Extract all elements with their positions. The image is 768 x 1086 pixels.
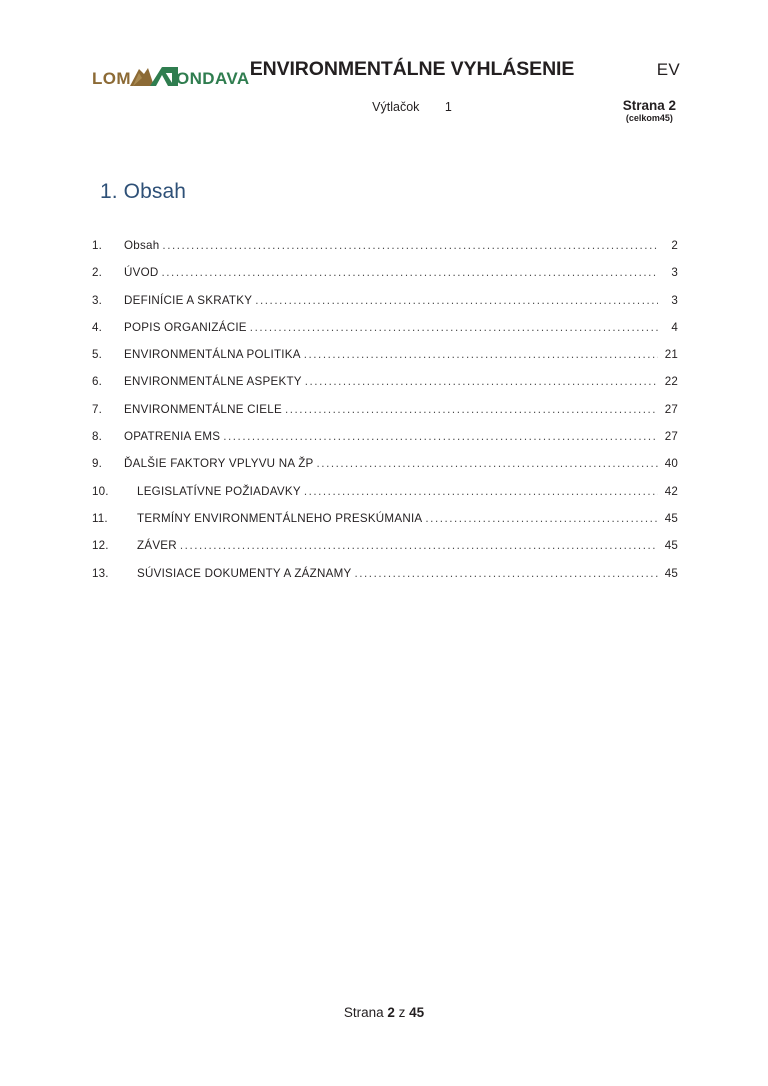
toc-dot-leader (162, 239, 658, 253)
toc-dot-leader (255, 294, 658, 308)
toc-entry[interactable] (92, 485, 678, 512)
toc-entry[interactable] (92, 430, 678, 457)
toc-entry-label: OPATRENIA EMS (124, 430, 221, 444)
toc-entry[interactable] (92, 266, 678, 293)
toc-entry-page: 21 (664, 348, 678, 362)
toc-entry[interactable] (92, 512, 678, 539)
toc-entry-label: ENVIRONMENTÁLNE ASPEKTY (124, 375, 302, 389)
toc-entry-label: SÚVISIACE DOKUMENTY A ZÁZNAMY (137, 566, 352, 580)
footer-label: Strana (343, 1005, 384, 1020)
toc-entry[interactable] (92, 321, 678, 348)
toc-entry-number: 7. (92, 402, 103, 416)
toc-entry-label: TERMÍNY ENVIRONMENTÁLNEHO PRESKÚMANIA (137, 511, 423, 525)
table-of-contents (92, 239, 678, 594)
lom-ondava-logo (92, 62, 252, 90)
toc-dot-leader (162, 266, 659, 280)
toc-entry-page: 45 (664, 539, 678, 553)
toc-entry-page: 4 (671, 320, 678, 334)
toc-dot-leader (285, 403, 658, 417)
toc-entry-number: 2. (92, 266, 103, 280)
toc-entry-number: 3. (92, 293, 103, 307)
toc-entry-number: 5. (92, 348, 103, 362)
footer-current-page: 2 (387, 1005, 395, 1020)
toc-entry-number: 1. (92, 239, 103, 252)
toc-entry-number: 4. (92, 320, 103, 334)
toc-dot-leader (305, 375, 658, 389)
logo-text-lom: LOM (92, 69, 131, 88)
document-header (92, 52, 680, 142)
toc-dot-leader (304, 485, 658, 499)
toc-entry[interactable] (92, 457, 678, 484)
toc-entry-number: 10. (92, 484, 109, 498)
toc-entry-number: 9. (92, 457, 103, 471)
toc-dot-leader (317, 457, 658, 471)
toc-entry-label: ÚVOD (124, 266, 159, 280)
page-title: 1. Obsah (100, 180, 187, 203)
toc-entry[interactable] (92, 239, 678, 266)
toc-entry-number: 13. (92, 566, 109, 580)
header-page-total: (celkom45) (625, 113, 673, 124)
toc-entry[interactable] (92, 539, 678, 566)
toc-entry-label: POPIS ORGANIZÁCIE (124, 320, 247, 334)
footer-total-pages: 45 (409, 1005, 425, 1020)
document-code: EV (656, 60, 680, 79)
toc-entry-number: 6. (92, 375, 103, 389)
toc-entry-page: 45 (664, 566, 678, 580)
toc-entry-label: ZÁVER (137, 539, 177, 553)
header-page-number: Strana 2 (622, 98, 676, 113)
toc-entry-label: ENVIRONMENTÁLNA POLITIKA (124, 348, 301, 362)
toc-entry-page: 2 (671, 239, 678, 252)
copy-number-field (232, 100, 592, 114)
toc-entry-label: Obsah (124, 239, 160, 252)
toc-entry-page: 45 (664, 511, 678, 525)
logo-text-ondava: ONDAVA (176, 69, 250, 88)
toc-entry-page: 3 (671, 293, 678, 307)
toc-dot-leader (250, 321, 658, 335)
copy-number-label: Výtlačok (372, 100, 420, 114)
toc-entry-page: 42 (664, 484, 678, 498)
toc-entry-number: 11. (92, 511, 108, 525)
header-page-indicator (623, 99, 676, 124)
toc-entry-label: ENVIRONMENTÁLNE CIELE (124, 402, 282, 416)
toc-entry[interactable] (92, 348, 678, 375)
toc-dot-leader (180, 539, 658, 553)
toc-entry-label: DEFINÍCIE A SKRATKY (124, 293, 253, 307)
toc-entry[interactable] (92, 567, 678, 594)
toc-dot-leader (304, 348, 658, 362)
toc-entry[interactable] (92, 375, 678, 402)
toc-entry[interactable] (92, 403, 678, 430)
toc-entry-label: LEGISLATÍVNE POŽIADAVKY (137, 484, 301, 498)
document-footer (0, 1005, 768, 1020)
document-title: ENVIRONMENTÁLNE VYHLÁSENIE (249, 58, 575, 80)
copy-number-value: 1 (444, 100, 452, 114)
toc-entry-label: ĎALŠIE FAKTORY VPLYVU NA ŽP (124, 457, 314, 471)
toc-dot-leader (425, 512, 658, 526)
toc-dot-leader (354, 567, 658, 581)
toc-entry-page: 27 (664, 402, 678, 416)
footer-of-label: z (398, 1005, 406, 1020)
toc-entry[interactable] (92, 294, 678, 321)
toc-entry-page: 22 (664, 375, 678, 389)
toc-dot-leader (223, 430, 658, 444)
toc-entry-number: 8. (92, 430, 103, 444)
toc-entry-page: 27 (664, 430, 678, 444)
mountain-peak-brown-icon (130, 68, 154, 86)
toc-entry-number: 12. (92, 539, 109, 553)
toc-entry-page: 40 (664, 457, 678, 471)
toc-entry-page: 3 (671, 266, 678, 280)
